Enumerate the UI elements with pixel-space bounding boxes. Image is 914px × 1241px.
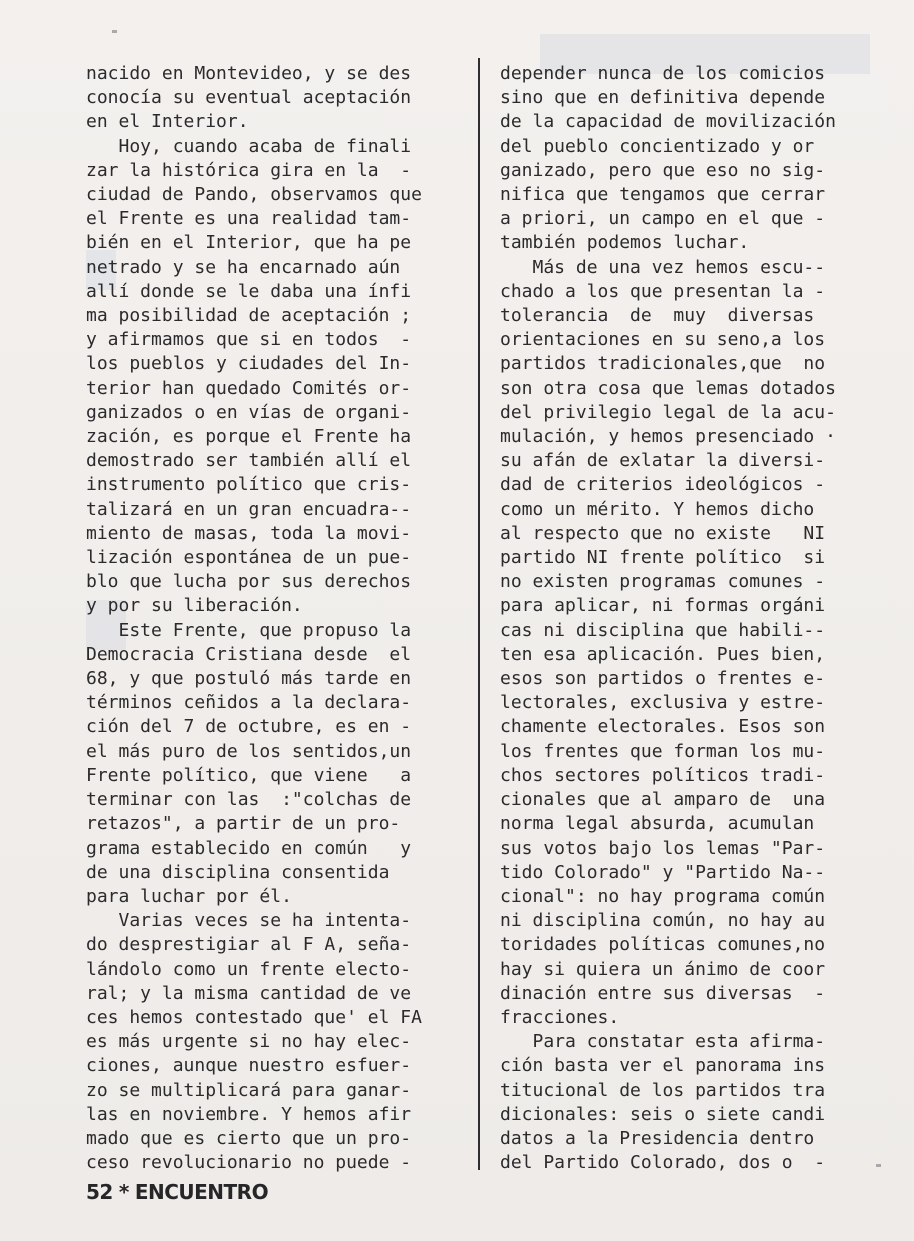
text-line: de la capacidad de movilización [500,111,836,133]
text-line: términos ceñidos a la declara- [86,692,412,714]
text-line: orientaciones en su seno,a los [500,329,826,351]
text-line: retazos", a partir de un pro- [86,813,401,835]
text-line: netrado y se ha encarnado aún [86,256,401,278]
text-line: Frente político, que viene a [86,764,412,786]
text-line: dicionales: seis o siete candi [500,1103,826,1125]
text-line: bién en el Interior, que ha pe [86,232,412,254]
text-line: ten esa aplicación. Pues bien, [500,643,826,665]
page-number: 52 [86,1180,113,1204]
text-line: talizará en un gran encuadra-- [86,498,412,520]
text-line: ni disciplina común, no hay au [500,910,826,932]
text-line: ción del 7 de octubre, es en - [86,716,412,738]
text-line: do desprestigiar al F A, seña- [86,934,412,956]
text-line: nifica que tengamos que cerrar [500,184,826,206]
text-line: chado a los que presentan la - [500,280,826,302]
text-line: hay si quiera un ánimo de coor [500,958,826,980]
text-line: del privilegio legal de la acu- [500,401,836,423]
text-line: ma posibilidad de aceptación ; [86,305,412,327]
text-line: Más de una vez hemos escu-- [500,256,826,278]
text-line: norma legal absurda, acumulan [500,813,815,835]
text-line: terior han quedado Comités or- [86,377,412,399]
magazine-title: ENCUENTRO [134,1180,269,1204]
text-line: a priori, un campo en el que - [500,208,826,230]
text-line: en el Interior. [86,111,249,133]
text-line: del pueblo concientizado y or [500,135,815,157]
text-line: 68, y que postuló más tarde en [86,668,412,690]
text-line: Varias veces se ha intenta- [86,910,412,932]
text-line: del Partido Colorado, dos o - [500,1152,826,1174]
text-line: las en noviembre. Y hemos afir [86,1103,412,1125]
star-icon: * [118,1180,129,1204]
text-line: partidos tradicionales,que no [500,353,826,375]
text-line: allí donde se le daba una ínfi [86,280,412,302]
text-line: zo se multiplicará para ganar- [86,1079,412,1101]
text-line: Este Frente, que propuso la [86,619,412,641]
text-line: y afirmamos que si en todos - [86,329,412,351]
text-line: ciones, aunque nuestro esfuer- [86,1055,412,1077]
text-line: ganizado, pero que eso no sig- [500,159,826,181]
text-line: dinación entre sus diversas - [500,982,826,1004]
text-line: su afán de exlatar la diversi- [500,450,826,472]
text-line: mulación, y hemos presenciado · [500,426,836,448]
text-line: terminar con las :"colchas de [86,789,412,811]
text-line: chamente electorales. Esos son [500,716,826,738]
text-line: Hoy, cuando acaba de finali [86,135,412,157]
text-line: también podemos luchar. [500,232,750,254]
text-line: zar la histórica gira en la - [86,159,412,181]
text-line: lización espontánea de un pue- [86,547,412,569]
text-line: esos son partidos o frentes e- [500,668,826,690]
text-line: cas ni disciplina que habili-- [500,619,826,641]
text-line: demostrado ser también allí el [86,450,412,472]
text-line: ces hemos contestado que' el FA [86,1006,422,1028]
margin-mark [112,30,117,33]
text-line: ciudad de Pando, observamos que [86,184,422,206]
text-line: nacido en Montevideo, y se des [86,63,412,84]
text-line: para luchar por él. [86,885,292,907]
left-text-column [86,62,466,1175]
text-line: instrumento político que cris- [86,474,412,496]
text-line: cionales que al amparo de una [500,789,826,811]
text-line: de una disciplina consentida [86,861,390,883]
text-line: depender nunca de los comicios [500,63,826,84]
text-line: mado que es cierto que un pro- [86,1127,412,1149]
text-line: blo que lucha por sus derechos [86,571,412,593]
text-line: sus votos bajo los lemas "Par- [500,837,826,859]
text-line: conocía su eventual aceptación [86,87,412,109]
text-line: partido NI frente político si [500,547,826,569]
page-footer [86,1180,268,1204]
text-line: para aplicar, ni formas orgáni [500,595,826,617]
text-line: lándolo como un frente electo- [86,958,412,980]
text-line: los pueblos y ciudades del In- [86,353,412,375]
text-line: lectorales, exclusiva y estre- [500,692,826,714]
text-line: ral; y la misma cantidad de ve [86,982,412,1004]
text-line: datos a la Presidencia dentro [500,1127,815,1149]
text-line: tido Colorado" y "Partido Na-- [500,861,826,883]
text-line: chos sectores políticos tradi- [500,764,826,786]
text-line: cional": no hay programa común [500,885,826,907]
text-line: titucional de los partidos tra [500,1079,826,1101]
text-line: el Frente es una realidad tam- [86,208,412,230]
text-line: Democracia Cristiana desde el [86,643,412,665]
text-line: al respecto que no existe NI [500,522,826,544]
text-line: miento de masas, toda la movi- [86,522,412,544]
text-line: y por su liberación. [86,595,303,617]
text-line: zación, es porque el Frente ha [86,426,412,448]
text-line: ganizados o en vías de organi- [86,401,412,423]
text-line: son otra cosa que lemas dotados [500,377,836,399]
text-line: como un mérito. Y hemos dicho [500,498,815,520]
right-text-column [500,62,880,1175]
text-line: tolerancia de muy diversas [500,305,815,327]
text-line: dad de criterios ideológicos - [500,474,826,496]
text-line: toridades políticas comunes,no [500,934,826,956]
text-line: los frentes que forman los mu- [500,740,826,762]
text-line: el más puro de los sentidos,un [86,740,412,762]
text-line: ción basta ver el panorama ins [500,1055,826,1077]
text-line: Para constatar esta afirma- [500,1031,826,1053]
margin-mark [876,1164,881,1167]
text-line: es más urgente si no hay elec- [86,1031,412,1053]
text-line: no existen programas comunes - [500,571,826,593]
column-divider [478,58,480,1170]
text-line: ceso revolucionario no puede - [86,1152,412,1174]
text-line: grama establecido en común y [86,837,412,859]
text-line: fracciones. [500,1006,620,1028]
text-line: sino que en definitiva depende [500,87,826,109]
